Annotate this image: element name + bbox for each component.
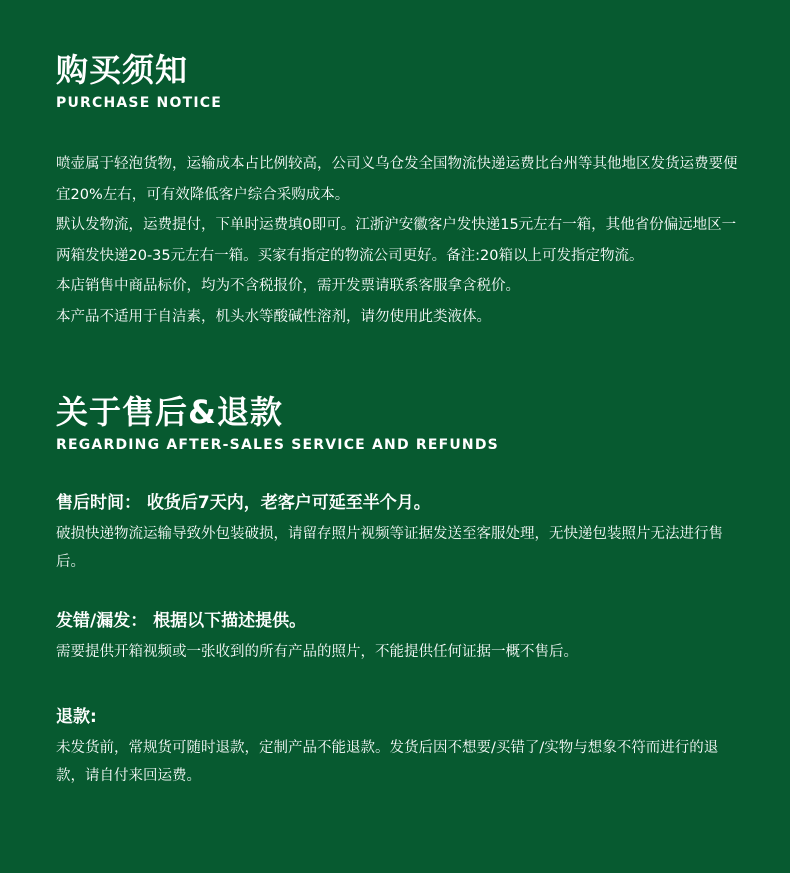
after-sales-time-body: 破损快递物流运输导致外包装破损，请留存照片视频等证据发送至客服处理，无快递包装照片无法进行售后。 [56, 526, 723, 570]
after-sales-section [56, 392, 746, 790]
after-sales-time-block [56, 492, 746, 576]
notice-paragraph: 本店销售中商品标价，均为不含税报价，需开发票请联系客服拿含税价。 [56, 278, 520, 294]
after-sales-subtitle: REGARDING AFTER-SALES SERVICE AND REFUNDS [56, 437, 499, 453]
refund-heading: 退款: [56, 707, 97, 727]
purchase-notice-title: 购买须知 [56, 51, 189, 89]
notice-paragraph: 喷壶属于轻泡货物，运输成本占比例较高，公司义乌仓发全国物流快递运费比台州等其他地区发货运费要便宜20%左右，可有效降低客户综合采购成本。 [56, 156, 738, 203]
purchase-notice-body [56, 149, 746, 332]
purchase-notice-subtitle: PURCHASE NOTICE [56, 95, 222, 111]
wrong-missing-heading: 发错/漏发： 根据以下描述提供。 [56, 611, 307, 631]
refund-block [56, 706, 746, 790]
after-sales-title: 关于售后&退款 [56, 393, 283, 431]
notice-paragraph: 默认发物流，运费提付，下单时运费填0即可。江浙沪安徽客户发快递15元左右一箱，其他省份偏远地区一两箱发快递20-35元左右一箱。买家有指定的物流公司更好。备注:20箱以上可发指定物流。 [56, 217, 737, 264]
notice-paragraph: 本产品不适用于自洁素，机头水等酸碱性溶剂，请勿使用此类液体。 [56, 308, 491, 325]
wrong-missing-body: 需要提供开箱视频或一张收到的所有产品的照片，不能提供任何证据一概不售后。 [56, 644, 578, 660]
refund-body: 未发货前，常规货可随时退款，定制产品不能退款。发货后因不想要/买错了/实物与想象不符而进行的退款，请自付来回运费。 [56, 740, 719, 784]
purchase-notice-section [56, 50, 746, 332]
wrong-missing-block [56, 610, 746, 666]
after-sales-time-heading: 售后时间： 收货后7天内，老客户可延至半个月。 [56, 493, 431, 513]
